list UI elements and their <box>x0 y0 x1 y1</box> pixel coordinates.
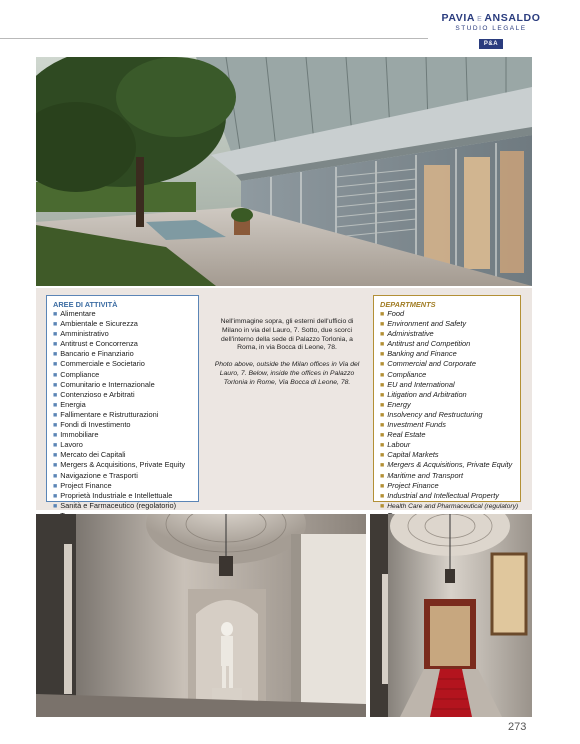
list-item: ■ Project Finance <box>380 480 439 490</box>
list-item: ■ Industrial and Intellectual Property <box>380 490 499 500</box>
list-item: ■ Capital Markets <box>380 450 439 460</box>
list-item: ■ Alimentare <box>53 309 96 318</box>
list-item: ■ Fallimentare e Ristrutturazioni <box>53 409 159 419</box>
logo-name-left: PAVIA <box>441 12 476 24</box>
bullet-icon: ■ <box>380 401 385 409</box>
list-item: ■ Lavoro <box>53 440 83 450</box>
bullet-icon: ■ <box>53 371 58 379</box>
list-item: ■ Administrative <box>380 329 434 339</box>
list-item: ■ Bancario e Finanziario <box>53 349 134 359</box>
list-item: ■ Comunitario e Internazionale <box>53 379 155 389</box>
bullet-icon: ■ <box>380 502 385 510</box>
bullet-icon: ■ <box>53 432 58 440</box>
photo-caption <box>212 318 362 388</box>
list-item: ■ Fondi di Investimento <box>53 420 131 430</box>
firm-logo <box>432 12 550 50</box>
logo-name-amp: E <box>477 16 483 23</box>
bullet-icon: ■ <box>380 351 385 359</box>
bullet-icon: ■ <box>380 341 385 349</box>
departments-list-en <box>380 309 520 531</box>
list-item: ■ Amministrativo <box>53 329 109 339</box>
list-item: ■ Investment Funds <box>380 420 446 430</box>
bullet-icon: ■ <box>380 371 385 379</box>
bullet-icon: ■ <box>380 472 385 480</box>
bullet-icon: ■ <box>53 492 58 500</box>
list-item: ■ EU and International <box>380 379 455 389</box>
list-item: ■ Ambientale e Sicurezza <box>53 319 138 329</box>
photo-rome-staircase-statue <box>36 514 366 717</box>
list-item: ■ Navigazione e Trasporti <box>53 470 138 480</box>
list-item: ■ Antitrust and Competition <box>380 339 471 349</box>
bullet-icon: ■ <box>380 452 385 460</box>
list-item: ■ Energia <box>53 399 86 409</box>
list-item: ■ Mercato dei Capitali <box>53 450 126 460</box>
bullet-icon: ■ <box>53 381 58 389</box>
bullet-icon: ■ <box>53 482 58 490</box>
caption-english: Photo above, outside the Milan offices in Via del Lauro, 7. Below, inside the offices in Palazzo Torlonia in Rome, Via Bocca di Leone, 78. <box>214 361 360 386</box>
areas-title-it: AREE DI ATTIVITÀ <box>53 300 118 309</box>
bullet-icon: ■ <box>380 442 385 450</box>
bullet-icon: ■ <box>53 321 58 329</box>
list-item: ■ Litigation and Arbitration <box>380 389 467 399</box>
bullet-icon: ■ <box>380 411 385 419</box>
bullet-icon: ■ <box>53 502 58 510</box>
bullet-icon: ■ <box>53 361 58 369</box>
logo-badge: P&A <box>479 39 503 49</box>
list-item: ■ Proprietà Industriale e Intellettuale <box>53 490 173 500</box>
bullet-icon: ■ <box>380 381 385 389</box>
areas-box-it <box>46 295 199 510</box>
bullet-icon: ■ <box>53 422 58 430</box>
logo-subtitle: STUDIO LEGALE <box>455 25 527 32</box>
page-number: 273 <box>508 721 527 733</box>
bullet-icon: ■ <box>53 331 58 339</box>
list-item: ■ Energy <box>380 399 411 409</box>
list-item: ■ Maritime and Transport <box>380 470 464 480</box>
caption-italian: Nell'immagine sopra, gli esterni dell'ufficio di Milano in via del Lauro, 7. Sotto, due scorci dell'interno della sede di Palazzo Torlonia, a Roma, in via Bocca di Leone, 78. <box>220 318 354 352</box>
list-item: ■ Food <box>380 309 405 318</box>
list-item: ■ Immobiliare <box>53 430 99 440</box>
bullet-icon: ■ <box>380 432 385 440</box>
photo-milan-exterior <box>36 57 532 286</box>
bullet-icon: ■ <box>53 411 58 419</box>
areas-list-it <box>53 309 198 531</box>
bullet-icon: ■ <box>53 391 58 399</box>
bullet-icon: ■ <box>380 331 385 339</box>
list-item: ■ Environment and Safety <box>380 319 467 329</box>
list-item: ■ Labour <box>380 440 411 450</box>
bullet-icon: ■ <box>380 492 385 500</box>
list-item: ■ Health Care and Pharmaceutical (regulatory) <box>380 502 519 510</box>
logo-name-right: ANSALDO <box>484 12 541 24</box>
bullet-icon: ■ <box>53 452 58 460</box>
bullet-icon: ■ <box>53 311 58 318</box>
bullet-icon: ■ <box>380 482 385 490</box>
departments-title-en: DEPARTMENTS <box>380 300 436 309</box>
bullet-icon: ■ <box>53 472 58 480</box>
bullet-icon: ■ <box>380 462 385 470</box>
list-item: ■ Sanità e Farmaceutico (regolatorio) <box>53 500 177 510</box>
list-item: ■ Compliance <box>380 369 427 379</box>
list-item: ■ Antitrust e Concorrenza <box>53 339 138 349</box>
list-item: ■ Contenzioso e Arbitrati <box>53 389 135 399</box>
bullet-icon: ■ <box>53 401 58 409</box>
list-item: ■ Banking and Finance <box>380 349 457 359</box>
header-rule <box>0 38 428 39</box>
logo-name <box>432 12 550 24</box>
list-item: ■ Compliance <box>53 369 100 379</box>
bullet-icon: ■ <box>53 442 58 450</box>
list-item: ■ Real Estate <box>380 430 426 440</box>
bullet-icon: ■ <box>380 361 385 369</box>
list-item: ■ Commercial and Corporate <box>380 359 476 369</box>
list-item: ■ Mergers & Acquisitions, Private Equity <box>53 460 186 470</box>
list-item: ■ Commerciale e Societario <box>53 359 145 369</box>
list-item: ■ Insolvency and Restructuring <box>380 409 483 419</box>
bullet-icon: ■ <box>53 462 58 470</box>
bullet-icon: ■ <box>380 391 385 399</box>
bullet-icon: ■ <box>53 341 58 349</box>
bullet-icon: ■ <box>380 321 385 329</box>
photo-rome-red-staircase <box>370 514 532 717</box>
list-item: ■ Project Finance <box>53 480 112 490</box>
list-item: ■ Mergers & Acquisitions, Private Equity <box>380 460 513 470</box>
departments-box-en <box>373 295 521 510</box>
bullet-icon: ■ <box>380 311 385 318</box>
bullet-icon: ■ <box>380 422 385 430</box>
bullet-icon: ■ <box>53 351 58 359</box>
